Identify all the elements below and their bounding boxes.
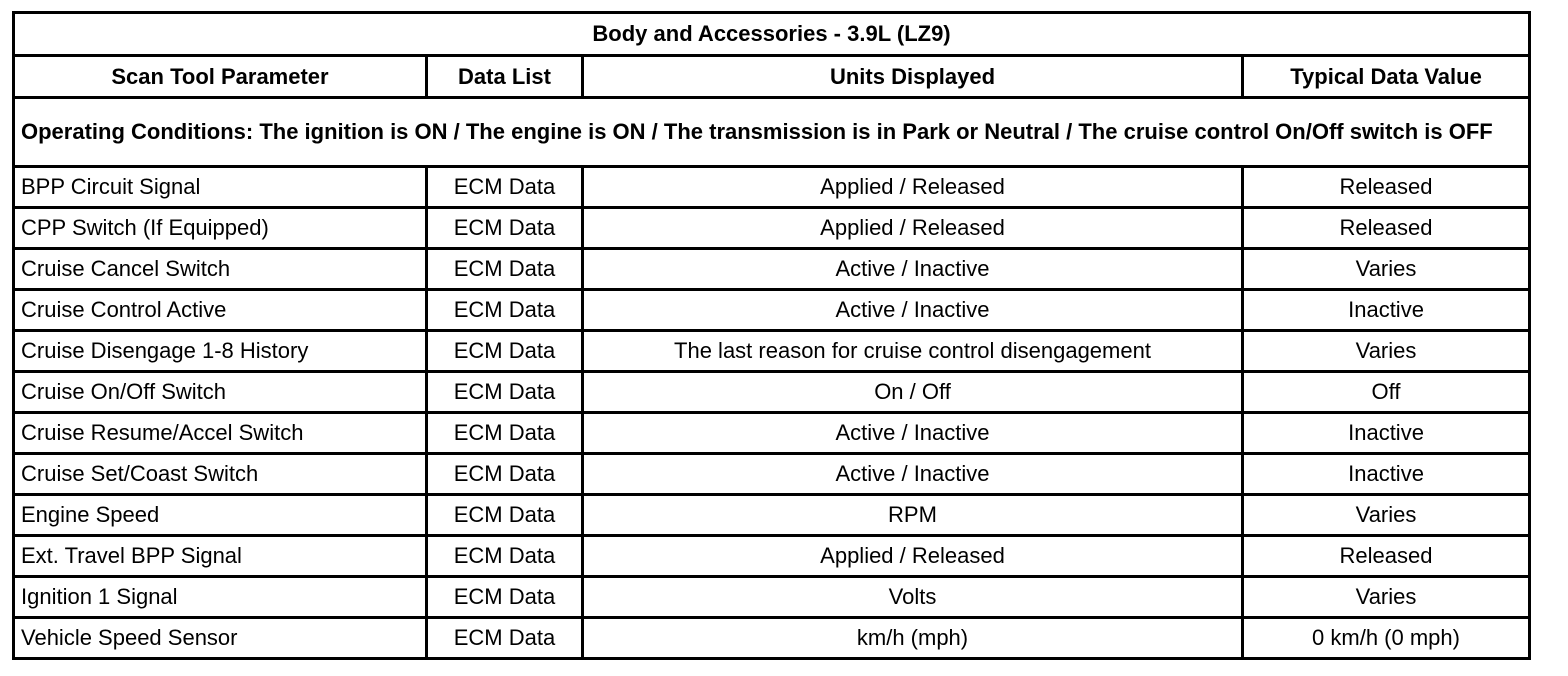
cell-typical-data-value: Inactive: [1243, 290, 1530, 331]
cell-data-list: ECM Data: [427, 618, 583, 659]
cell-units-displayed: Applied / Released: [583, 536, 1243, 577]
cell-scan-tool-parameter: Vehicle Speed Sensor: [14, 618, 427, 659]
column-header-units-displayed: Units Displayed: [583, 56, 1243, 98]
cell-data-list: ECM Data: [427, 454, 583, 495]
cell-units-displayed: Active / Inactive: [583, 454, 1243, 495]
cell-scan-tool-parameter: Engine Speed: [14, 495, 427, 536]
table-title-row: [14, 13, 1530, 56]
cell-typical-data-value: Released: [1243, 167, 1530, 208]
table-row: [14, 290, 1530, 331]
cell-typical-data-value: Varies: [1243, 495, 1530, 536]
cell-scan-tool-parameter: CPP Switch (If Equipped): [14, 208, 427, 249]
cell-scan-tool-parameter: Cruise Resume/Accel Switch: [14, 413, 427, 454]
table-row: [14, 167, 1530, 208]
cell-scan-tool-parameter: Cruise Set/Coast Switch: [14, 454, 427, 495]
cell-typical-data-value: Varies: [1243, 249, 1530, 290]
cell-data-list: ECM Data: [427, 249, 583, 290]
cell-units-displayed: RPM: [583, 495, 1243, 536]
cell-units-displayed: On / Off: [583, 372, 1243, 413]
table-title: Body and Accessories - 3.9L (LZ9): [14, 13, 1530, 56]
table-row: [14, 413, 1530, 454]
cell-units-displayed: Applied / Released: [583, 208, 1243, 249]
operating-conditions-row: [14, 98, 1530, 167]
cell-units-displayed: Active / Inactive: [583, 290, 1243, 331]
cell-scan-tool-parameter: Cruise Disengage 1-8 History: [14, 331, 427, 372]
table-row: [14, 495, 1530, 536]
cell-data-list: ECM Data: [427, 167, 583, 208]
scan-tool-data-table: [12, 11, 1531, 660]
column-header-typical-data-value: Typical Data Value: [1243, 56, 1530, 98]
cell-units-displayed: km/h (mph): [583, 618, 1243, 659]
cell-scan-tool-parameter: Ext. Travel BPP Signal: [14, 536, 427, 577]
cell-typical-data-value: Inactive: [1243, 454, 1530, 495]
cell-scan-tool-parameter: Cruise Cancel Switch: [14, 249, 427, 290]
cell-scan-tool-parameter: Cruise Control Active: [14, 290, 427, 331]
table-row: [14, 536, 1530, 577]
cell-typical-data-value: Varies: [1243, 577, 1530, 618]
cell-data-list: ECM Data: [427, 372, 583, 413]
cell-typical-data-value: 0 km/h (0 mph): [1243, 618, 1530, 659]
cell-typical-data-value: Inactive: [1243, 413, 1530, 454]
cell-units-displayed: The last reason for cruise control disengagement: [583, 331, 1243, 372]
table-row: [14, 372, 1530, 413]
column-header-scan-tool-parameter: Scan Tool Parameter: [14, 56, 427, 98]
table-row: [14, 618, 1530, 659]
cell-data-list: ECM Data: [427, 495, 583, 536]
cell-data-list: ECM Data: [427, 331, 583, 372]
operating-conditions: Operating Conditions: The ignition is ON / The engine is ON / The transmission is in Park or Neutral / The cruise control On/Off switch is OFF: [14, 98, 1530, 167]
table-row: [14, 454, 1530, 495]
cell-typical-data-value: Released: [1243, 208, 1530, 249]
table-row: [14, 208, 1530, 249]
table-body: [14, 98, 1530, 659]
cell-units-displayed: Active / Inactive: [583, 249, 1243, 290]
cell-data-list: ECM Data: [427, 208, 583, 249]
column-header-data-list: Data List: [427, 56, 583, 98]
cell-scan-tool-parameter: Ignition 1 Signal: [14, 577, 427, 618]
cell-data-list: ECM Data: [427, 577, 583, 618]
cell-typical-data-value: Released: [1243, 536, 1530, 577]
table-row: [14, 331, 1530, 372]
table-header-row: [14, 56, 1530, 98]
cell-data-list: ECM Data: [427, 290, 583, 331]
cell-scan-tool-parameter: BPP Circuit Signal: [14, 167, 427, 208]
cell-data-list: ECM Data: [427, 536, 583, 577]
cell-units-displayed: Volts: [583, 577, 1243, 618]
cell-scan-tool-parameter: Cruise On/Off Switch: [14, 372, 427, 413]
cell-data-list: ECM Data: [427, 413, 583, 454]
table-row: [14, 249, 1530, 290]
cell-units-displayed: Applied / Released: [583, 167, 1243, 208]
table-row: [14, 577, 1530, 618]
cell-typical-data-value: Off: [1243, 372, 1530, 413]
cell-units-displayed: Active / Inactive: [583, 413, 1243, 454]
cell-typical-data-value: Varies: [1243, 331, 1530, 372]
